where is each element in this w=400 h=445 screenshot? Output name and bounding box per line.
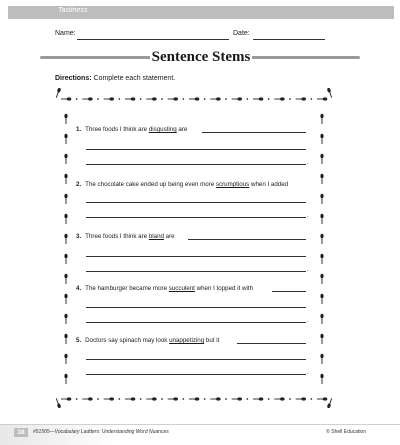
question-number: 1. xyxy=(76,126,82,133)
spoon-icon xyxy=(64,154,67,164)
border-dot xyxy=(76,398,78,400)
question-text: The chocolate cake ended up being even more xyxy=(85,181,216,188)
spoon-icon xyxy=(61,397,71,400)
spoon-icon xyxy=(168,97,178,100)
spoon-icon xyxy=(64,374,67,384)
spoon-icon xyxy=(189,397,199,400)
spoon-icon xyxy=(320,354,323,364)
spoon-icon xyxy=(55,398,62,409)
directions-label: Directions: xyxy=(55,75,92,82)
border-dot xyxy=(161,398,163,400)
question-text-end: are xyxy=(163,233,175,240)
answer-line[interactable] xyxy=(86,217,306,218)
spoon-icon xyxy=(82,97,92,100)
border-dot xyxy=(140,398,142,400)
border-dot xyxy=(289,398,291,400)
question-text: Doctors say spinach may look xyxy=(85,337,170,344)
book-title: #51505—Vocabulary Ladders: Understanding Word Nuances xyxy=(33,429,169,435)
period: . xyxy=(307,213,309,219)
question-number: 2. xyxy=(76,181,82,188)
footer-rule xyxy=(0,424,400,425)
page-number: 38 xyxy=(14,428,28,437)
period: . xyxy=(307,160,309,166)
publisher: © Shell Education xyxy=(326,429,366,435)
spoon-icon xyxy=(189,97,199,100)
spoon-icon xyxy=(64,114,67,124)
period: . xyxy=(307,318,309,324)
question-keyword: unappetizing xyxy=(169,337,205,344)
question-text: Three foods I think are xyxy=(85,126,149,133)
border-dot xyxy=(289,98,291,100)
spoon-icon xyxy=(296,97,306,100)
answer-line[interactable] xyxy=(86,307,306,308)
answer-line[interactable] xyxy=(86,202,306,203)
spoon-icon xyxy=(320,194,323,204)
question-text-end: but it xyxy=(204,337,220,344)
spoon-icon xyxy=(320,314,323,324)
spoon-icon xyxy=(125,397,135,400)
border-dot xyxy=(204,398,206,400)
answer-line[interactable] xyxy=(272,291,306,292)
border-dot xyxy=(225,398,227,400)
spoon-icon xyxy=(253,97,263,100)
border-dot xyxy=(268,398,270,400)
border-dot xyxy=(76,98,78,100)
spoon-icon xyxy=(317,97,327,100)
border-dot xyxy=(268,98,270,100)
spoon-icon xyxy=(104,397,114,400)
spoon-icon xyxy=(327,398,334,409)
page-footer xyxy=(0,424,400,445)
name-label: Name: xyxy=(55,30,76,37)
spoon-icon xyxy=(296,397,306,400)
spoon-icon xyxy=(320,334,323,344)
spoon-icon xyxy=(64,214,67,224)
spoon-icon xyxy=(274,97,284,100)
directions-text: Complete each statement. xyxy=(91,75,176,82)
page-title: Sentence Stems xyxy=(151,49,251,65)
answer-line[interactable] xyxy=(86,359,306,360)
spoon-icon xyxy=(253,397,263,400)
question-2 xyxy=(76,181,326,188)
question-text-end: are xyxy=(176,126,188,133)
spoon-icon xyxy=(64,234,67,244)
question-text-end: when I topped it with xyxy=(194,285,254,292)
answer-line[interactable] xyxy=(86,149,306,150)
spoon-icon xyxy=(64,254,67,264)
spoon-icon xyxy=(320,254,323,264)
question-text: The hamburger became more xyxy=(85,285,169,292)
spoon-icon xyxy=(64,174,67,184)
spoon-icon xyxy=(320,154,323,164)
border-dot xyxy=(161,98,163,100)
spoon-icon xyxy=(320,294,323,304)
border-dot xyxy=(204,98,206,100)
border-dot xyxy=(246,98,248,100)
spoon-icon xyxy=(125,97,135,100)
spoon-icon xyxy=(210,97,220,100)
answer-line[interactable] xyxy=(86,322,306,323)
question-number: 3. xyxy=(76,233,82,240)
answer-line[interactable] xyxy=(86,374,306,375)
header-tag: Tastiness xyxy=(58,7,88,14)
spoon-icon xyxy=(210,397,220,400)
spoon-icon xyxy=(320,234,323,244)
spoon-icon xyxy=(232,397,242,400)
border-dot xyxy=(97,98,99,100)
spoon-icon xyxy=(146,397,156,400)
border-dot xyxy=(182,98,184,100)
spoon-icon xyxy=(64,294,67,304)
spoon-icon xyxy=(320,274,323,284)
spoon-icon xyxy=(64,134,67,144)
border-dot xyxy=(225,98,227,100)
border-dot xyxy=(182,398,184,400)
period: . xyxy=(307,370,309,376)
answer-line[interactable] xyxy=(86,164,306,165)
answer-line[interactable] xyxy=(86,256,306,257)
period: . xyxy=(307,267,309,273)
spoon-icon xyxy=(320,374,323,384)
spoon-icon xyxy=(317,397,327,400)
answer-line[interactable] xyxy=(237,343,306,344)
spoon-icon xyxy=(64,354,67,364)
spoon-icon xyxy=(64,334,67,344)
spoon-icon xyxy=(168,397,178,400)
spoon-icon xyxy=(232,97,242,100)
question-text-end: when I added xyxy=(249,181,289,188)
question-keyword: succulent xyxy=(168,285,195,292)
spoon-icon xyxy=(55,87,62,98)
spoon-icon xyxy=(64,314,67,324)
spoon-icon xyxy=(320,134,323,144)
date-label: Date: xyxy=(233,30,250,37)
spoon-icon xyxy=(146,97,156,100)
border-dot xyxy=(118,98,120,100)
border-dot xyxy=(310,98,312,100)
answer-line[interactable] xyxy=(202,132,306,133)
border-dot xyxy=(246,398,248,400)
spoon-icon xyxy=(320,114,323,124)
spoon-icon xyxy=(327,87,334,98)
question-number: 5. xyxy=(76,337,82,344)
spoon-icon xyxy=(320,214,323,224)
border-dot xyxy=(310,398,312,400)
spoon-icon xyxy=(82,397,92,400)
spoon-icon xyxy=(64,274,67,284)
question-keyword: bland xyxy=(148,233,164,240)
question-text: Three foods I think are xyxy=(85,233,149,240)
spoon-icon xyxy=(274,397,284,400)
spoon-icon xyxy=(64,194,67,204)
spoon-icon xyxy=(61,97,71,100)
answer-line[interactable] xyxy=(86,271,306,272)
border-dot xyxy=(118,398,120,400)
question-keyword: disgusting xyxy=(148,126,177,133)
question-number: 4. xyxy=(76,285,82,292)
border-dot xyxy=(97,398,99,400)
border-dot xyxy=(140,98,142,100)
spoon-icon xyxy=(104,97,114,100)
question-keyword: scrumptious xyxy=(215,181,250,188)
answer-line[interactable] xyxy=(188,239,306,240)
